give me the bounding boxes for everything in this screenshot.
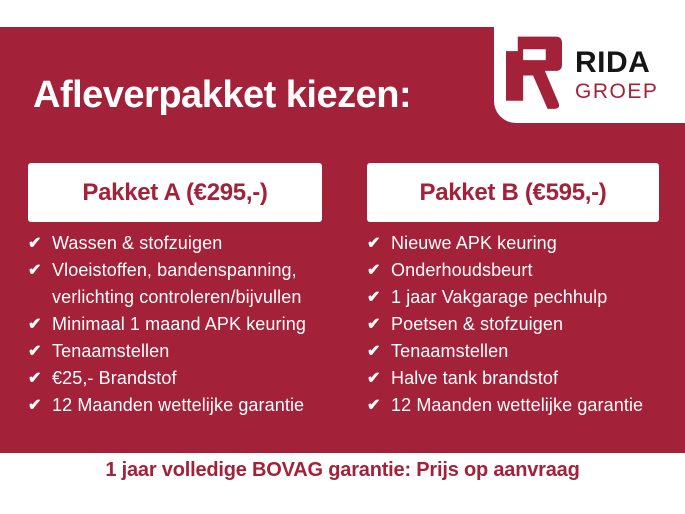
list-item <box>367 257 659 284</box>
list-item <box>28 392 322 419</box>
check-icon: ✔ <box>367 397 381 414</box>
logo-text-block <box>575 48 658 102</box>
list-item <box>367 392 659 419</box>
check-icon: ✔ <box>28 343 42 360</box>
check-icon: ✔ <box>367 262 381 279</box>
list-item <box>28 311 322 338</box>
list-item <box>28 230 322 257</box>
list-item-label: Tenaamstellen <box>52 341 170 361</box>
footer-guarantee-note: 1 jaar volledige BOVAG garantie: Prijs op aanvraag <box>105 459 580 481</box>
check-icon: ✔ <box>367 316 381 333</box>
logo-subtitle: GROEP <box>575 80 659 103</box>
check-icon: ✔ <box>28 262 42 279</box>
package-a-title-box <box>28 163 322 222</box>
list-item-label: €25,- Brandstof <box>52 368 177 388</box>
package-a-list <box>28 230 322 419</box>
rida-r-icon <box>506 35 562 115</box>
list-item <box>367 311 659 338</box>
check-icon: ✔ <box>28 235 42 252</box>
check-icon: ✔ <box>367 235 381 252</box>
logo-name: RIDA <box>575 46 651 79</box>
list-item-label: Nieuwe APK keuring <box>391 233 557 253</box>
list-item-label: Tenaamstellen <box>391 341 509 361</box>
list-item <box>367 230 659 257</box>
package-b-list <box>367 230 659 419</box>
list-item-label: Halve tank brandstof <box>391 368 559 388</box>
list-item-label: 1 jaar Vakgarage pechhulp <box>391 287 608 307</box>
list-item-label: 12 Maanden wettelijke garantie <box>391 395 644 415</box>
package-a-title: Pakket A (€295,-) <box>82 178 268 206</box>
logo-container <box>494 27 685 123</box>
list-item <box>367 338 659 365</box>
check-icon: ✔ <box>28 316 42 333</box>
list-item-label: Poetsen & stofzuigen <box>391 314 564 334</box>
list-item-label: 12 Maanden wettelijke garantie <box>52 395 305 415</box>
list-item <box>28 338 322 365</box>
list-item-label: Wassen & stofzuigen <box>52 233 223 253</box>
check-icon: ✔ <box>28 397 42 414</box>
list-item-label: Onderhoudsbeurt <box>391 260 533 280</box>
list-item <box>367 365 659 392</box>
package-a-column <box>28 163 322 419</box>
check-icon: ✔ <box>367 370 381 387</box>
list-item-label: Minimaal 1 maand APK keuring <box>52 314 306 334</box>
page-title: Afleverpakket kiezen: <box>33 74 412 117</box>
check-icon: ✔ <box>367 289 381 306</box>
check-icon: ✔ <box>28 370 42 387</box>
list-item <box>28 365 322 392</box>
list-item <box>367 284 659 311</box>
list-item-label: Vloeistoffen, bandenspanning, verlichting controleren/bijvullen <box>52 260 302 307</box>
list-item <box>28 257 322 311</box>
package-b-title: Pakket B (€595,-) <box>419 178 607 206</box>
package-b-title-box <box>367 163 659 222</box>
check-icon: ✔ <box>367 343 381 360</box>
package-b-column <box>367 163 659 419</box>
